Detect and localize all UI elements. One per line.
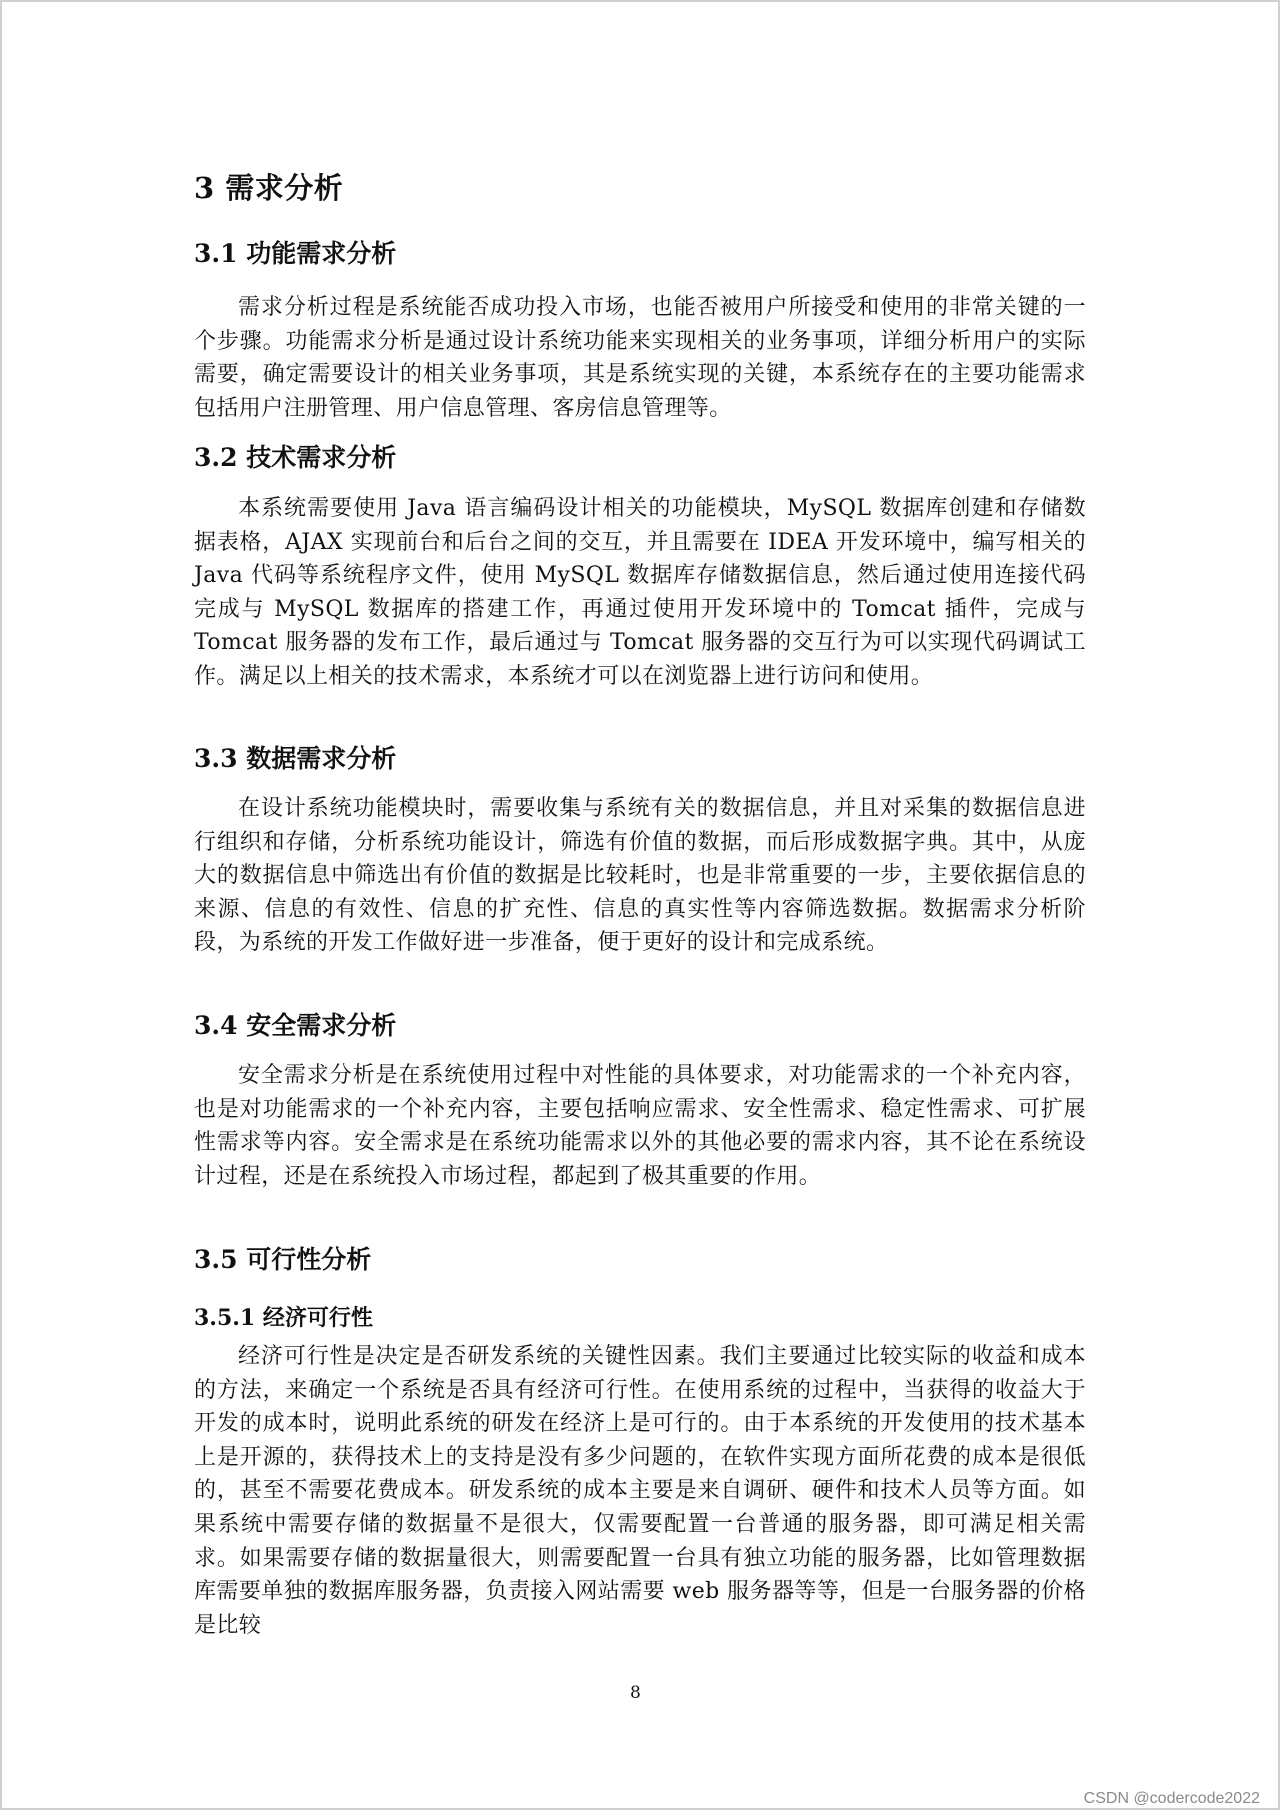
page-number: 8: [630, 1683, 641, 1703]
chapter-title: 3 需求分析: [194, 171, 344, 205]
subsection-heading-3-5-1: 3.5.1 经济可行性: [194, 1305, 373, 1331]
section-paragraph-3-1: 需求分析过程是系统能否成功投入市场，也能否被用户所接受和使用的非常关键的一个步骤。功能需求分析是通过设计系统功能来实现相关的业务事项，详细分析用户的实际需要，确定需要设计的相关业务事项，其是系统实现的关键，本系统存在的主要功能需求包括用户注册管理、用户信息管理、客房信息管理等。: [194, 295, 1086, 421]
watermark: CSDN @codercode2022: [1083, 1790, 1260, 1807]
section-paragraph-3-2: 本系统需要使用 Java 语言编码设计相关的功能模块，MySQL 数据库创建和存储数据表格，AJAX 实现前台和后台之间的交互，并且需要在 IDEA 开发环境中，编写相关的 Java 代码等系统程序文件，使用 MySQL 数据库存储数据信息，然后通过使用连接代码完成与 MySQL 数据库的搭建工作，再通过使用开发环境中的 Tomcat 插件，完成与 Tomcat 服务器的发布工作，最后通过与 Tomcat 服务器的交互行为可以实现代码调试工作。满足以上相关的技术需求，本系统才可以在浏览器上进行访问和使用。: [194, 496, 1086, 689]
section-heading-3-1: 3.1 功能需求分析: [194, 239, 397, 268]
section-paragraph-3-3: 在设计系统功能模块时，需要收集与系统有关的数据信息，并且对采集的数据信息进行组织和存储，分析系统功能设计，筛选有价值的数据，而后形成数据字典。其中，从庞大的数据信息中筛选出有价值的数据是比较耗时，也是非常重要的一步，主要依据信息的来源、信息的有效性、信息的扩充性、信息的真实性等内容筛选数据。数据需求分析阶段，为系统的开发工作做好进一步准备，便于更好的设计和完成系统。: [194, 796, 1086, 956]
section-heading-3-3: 3.3 数据需求分析: [194, 744, 397, 773]
section-heading-3-2: 3.2 技术需求分析: [194, 443, 397, 472]
section-paragraph-3-4: 安全需求分析是在系统使用过程中对性能的具体要求，对功能需求的一个补充内容，也是对功能需求的一个补充内容，主要包括响应需求、安全性需求、稳定性需求、可扩展性需求等内容。安全需求是在系统功能需求以外的其他必要的需求内容，其不论在系统设计过程，还是在系统投入市场过程，都起到了极其重要的作用。: [194, 1063, 1086, 1189]
section-heading-3-5: 3.5 可行性分析: [194, 1245, 372, 1274]
subsection-paragraph-3-5-1: 经济可行性是决定是否研发系统的关键性因素。我们主要通过比较实际的收益和成本的方法，来确定一个系统是否具有经济可行性。在使用系统的过程中，当获得的收益大于开发的成本时，说明此系统的研发在经济上是可行的。由于本系统的开发使用的技术基本上是开源的，获得技术上的支持是没有多少问题的，在软件实现方面所花费的成本是很低的，甚至不需要花费成本。研发系统的成本主要是来自调研、硬件和技术人员等方面。如果系统中需要存储的数据量不是很大，仅需要配置一台普通的服务器，即可满足相关需求。如果需要存储的数据量很大，则需要配置一台具有独立功能的服务器，比如管理数据库需要单独的数据库服务器，负责接入网站需要 web 服务器等等，但是一台服务器的价格是比较: [194, 1344, 1086, 1638]
section-heading-3-4: 3.4 安全需求分析: [194, 1011, 397, 1040]
